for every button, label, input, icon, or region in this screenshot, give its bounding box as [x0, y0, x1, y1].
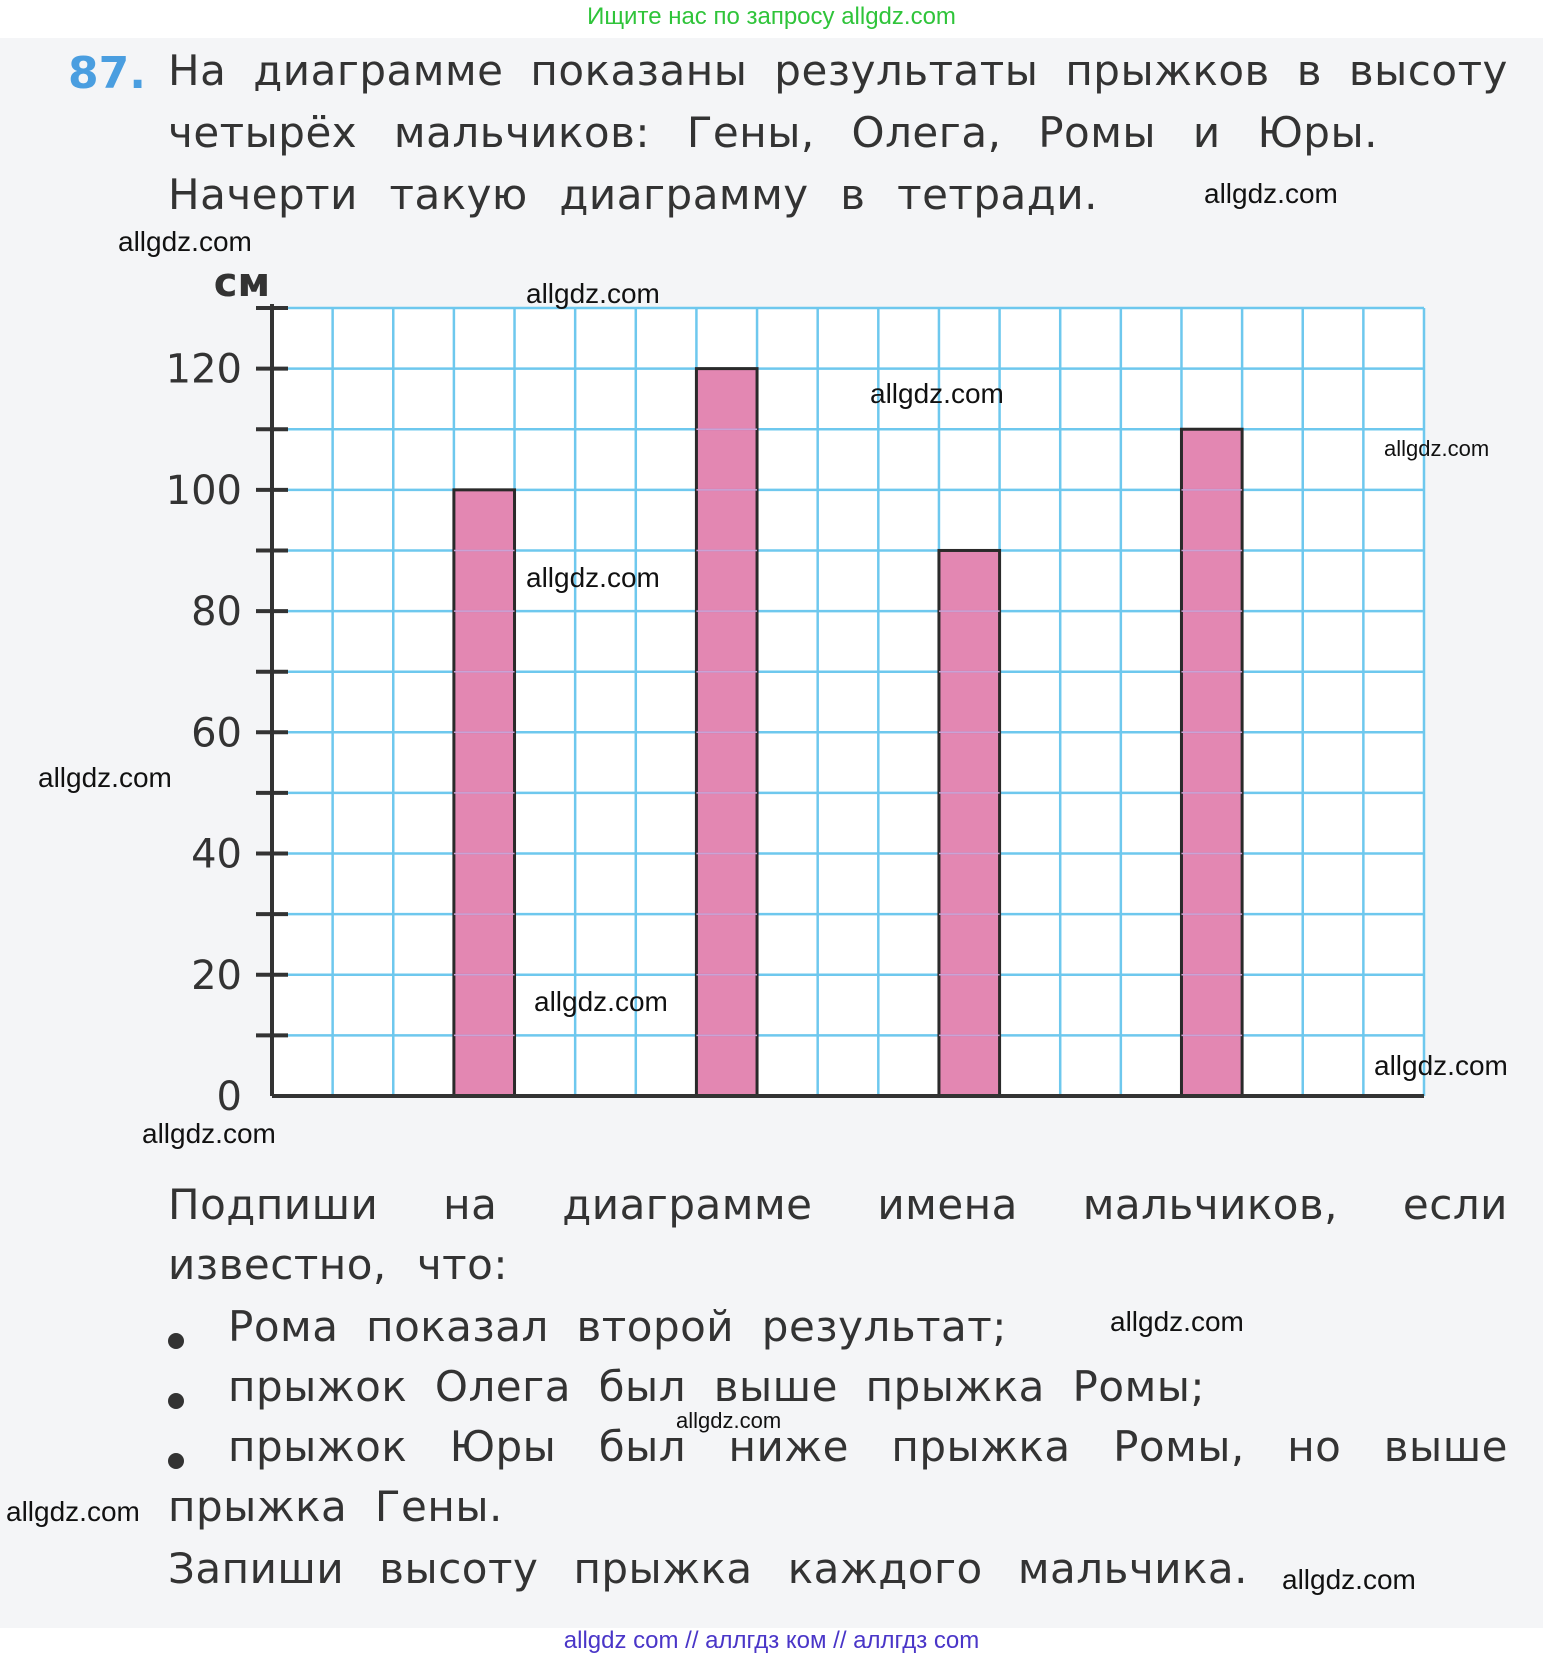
condition-2: прыжок Олега был выше прыжка Ромы;	[228, 1362, 1206, 1411]
condition-word: ниже	[728, 1422, 849, 1471]
condition-word: Ромы,	[1113, 1422, 1245, 1471]
condition-3-line-1	[228, 1422, 1508, 1471]
condition-word: прыжка	[891, 1422, 1071, 1471]
watermark[interactable]: allgdz.com	[118, 226, 252, 257]
intro-word: и	[1192, 108, 1221, 157]
bottom-banner[interactable]: allgdz com // аллгдз ком // аллгдз com	[563, 1627, 980, 1654]
watermark[interactable]: allgdz.com	[676, 1408, 782, 1433]
task-line-2	[168, 1240, 508, 1289]
bar-3	[939, 550, 1000, 1096]
task-word: что:	[416, 1240, 508, 1289]
intro-word: Юры.	[1257, 108, 1378, 157]
intro-word: диаграмму	[559, 170, 809, 219]
watermark[interactable]: allgdz.com	[38, 762, 172, 793]
final-word: высоту	[379, 1544, 539, 1593]
watermark[interactable]: allgdz.com	[142, 1118, 276, 1149]
condition-1: Рома показал второй результат;	[228, 1302, 1007, 1351]
condition-word: прыжок	[228, 1422, 408, 1471]
y-tick-label: 0	[216, 1074, 242, 1120]
condition-word: выше	[1383, 1422, 1508, 1471]
intro-word: прыжков	[1065, 46, 1270, 95]
condition-word: но	[1287, 1422, 1342, 1471]
watermark[interactable]: allgdz.com	[1374, 1050, 1508, 1081]
top-banner[interactable]: Ищите нас по запросу allgdz.com	[587, 3, 956, 30]
intro-word: диаграмме	[253, 46, 504, 95]
condition-word: был	[598, 1422, 687, 1471]
condition-word: Юры	[449, 1422, 557, 1471]
intro-word: тетради.	[897, 170, 1098, 219]
task-word: мальчиков,	[1082, 1180, 1339, 1229]
watermark[interactable]: allgdz.com	[526, 278, 660, 309]
y-tick-label: 120	[165, 346, 242, 393]
final-word: мальчика.	[1017, 1544, 1248, 1593]
watermark[interactable]: allgdz.com	[1384, 436, 1490, 461]
final-word: Запиши	[168, 1544, 345, 1593]
intro-word: Ромы	[1038, 108, 1157, 157]
plot-area	[272, 308, 1424, 1096]
condition-3-line-2: прыжка Гены.	[168, 1482, 503, 1531]
y-tick-label: 60	[191, 710, 242, 757]
bullet-2	[168, 1393, 184, 1409]
intro-word: четырёх	[168, 108, 358, 157]
bar-4	[1181, 429, 1242, 1096]
watermark[interactable]: allgdz.com	[1110, 1306, 1244, 1337]
task-word: если	[1402, 1180, 1508, 1229]
watermark[interactable]: allgdz.com	[870, 378, 1004, 409]
intro-word: высоту	[1348, 46, 1508, 95]
y-tick-label: 40	[191, 831, 242, 878]
task-word: известно,	[168, 1240, 387, 1289]
intro-word: Начерти	[168, 170, 358, 219]
y-axis-unit: см	[213, 260, 271, 306]
y-tick-label: 20	[191, 952, 242, 999]
final-instruction	[168, 1544, 1248, 1593]
task-word: Подпиши	[168, 1180, 379, 1229]
intro-word: Гены,	[686, 108, 815, 157]
y-tick-label: 80	[191, 589, 242, 636]
final-word: прыжка	[573, 1544, 753, 1593]
intro-word: показаны	[530, 46, 748, 95]
intro-word: На	[168, 46, 227, 95]
watermark[interactable]: allgdz.com	[534, 986, 668, 1017]
task-word: диаграмме	[562, 1180, 813, 1229]
problem-number: 87.	[68, 48, 146, 99]
y-tick-label: 100	[165, 467, 242, 514]
intro-word: мальчиков:	[393, 108, 651, 157]
watermark[interactable]: allgdz.com	[1204, 178, 1338, 209]
intro-word: Олега,	[851, 108, 1002, 157]
task-line-1	[168, 1180, 1508, 1229]
intro-word: результаты	[774, 46, 1039, 95]
bullet-1	[168, 1333, 184, 1349]
task-word: имена	[877, 1180, 1018, 1229]
final-word: каждого	[787, 1544, 983, 1593]
intro-word: в	[840, 170, 866, 219]
intro-word: такую	[389, 170, 528, 219]
watermark[interactable]: allgdz.com	[1282, 1564, 1416, 1595]
watermark[interactable]: allgdz.com	[526, 562, 660, 593]
bullet-3	[168, 1453, 184, 1469]
watermark[interactable]: allgdz.com	[6, 1496, 140, 1527]
task-word: на	[443, 1180, 498, 1229]
intro-word: в	[1296, 46, 1322, 95]
